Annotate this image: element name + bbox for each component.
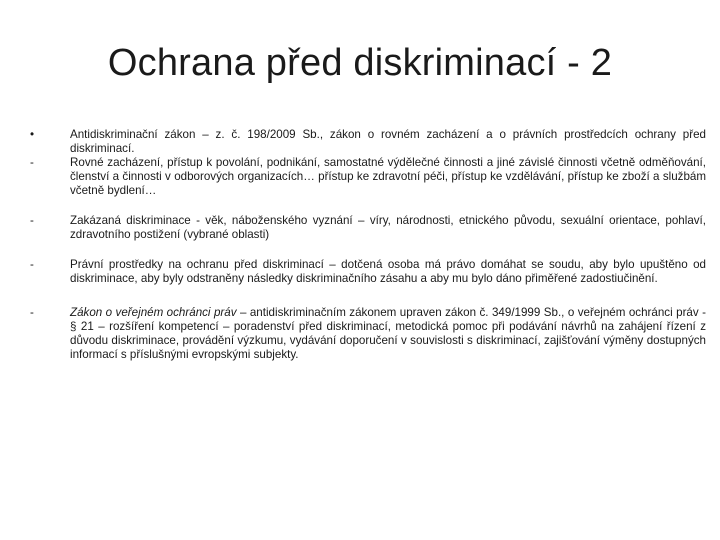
bullet-text: Rovné zacházení, přístup k povolání, podnikání, samostatné výdělečné činnosti a jiné závislé činnosti včetně odměňování, členství a činnosti v odborových organizacích… přístup ke zdravotní péči, přístup ke vzdělávání, přístup ke zboží a službám včetně bydlení…	[70, 156, 706, 197]
bullet-item-legal-remedies	[30, 258, 706, 286]
bullet-marker: -	[30, 156, 34, 169]
bullet-text: – antidiskriminačním zákonem upraven zákon č. 349/1999 Sb., o veřejném ochránci práv - § 21 – rozšíření kompetencí – poradenství před diskriminací, metodická pomoc při podávání návrhů na zahájení řízení z důvodu diskriminace, provádění výzkumu, vydávání doporučení v souvislosti s diskriminací, zajišťování výměny dostupných informací s příslušnými evropskými subjekty.	[70, 306, 706, 361]
slide-title: Ochrana před diskriminací - 2	[107, 42, 613, 84]
bullet-marker: •	[30, 128, 35, 141]
bullet-item-equal-treatment	[30, 156, 706, 198]
bullet-marker: -	[30, 214, 34, 227]
bullet-text: Antidiskriminační zákon – z. č. 198/2009 Sb., zákon o rovném zacházení a o právních prostředcích ochrany před diskriminací.	[70, 128, 706, 155]
bullet-marker: -	[30, 258, 34, 271]
bullet-list	[30, 128, 706, 362]
bullet-text: Právní prostředky na ochranu před diskriminací – dotčená osoba má právo domáhat se soudu, aby bylo upuštěno od diskriminace, aby byly odstraněny následky diskriminačního zásahu a aby mu bylo dáno přiměřené zadostiučinění.	[70, 258, 706, 285]
bullet-text: Zakázaná diskriminace - věk, náboženského vyznání – víry, národnosti, etnického původu, sexuální orientace, pohlaví, zdravotního postižení (vybrané oblasti)	[70, 214, 706, 241]
bullet-item-prohibited-discrimination	[30, 214, 706, 242]
bullet-marker: -	[30, 306, 34, 319]
bullet-italic-lead: Zákon o veřejném ochránci práv	[70, 306, 237, 319]
bullet-item-antidiscrimination-act	[30, 128, 706, 156]
bullet-item-ombudsman-act	[30, 306, 706, 362]
